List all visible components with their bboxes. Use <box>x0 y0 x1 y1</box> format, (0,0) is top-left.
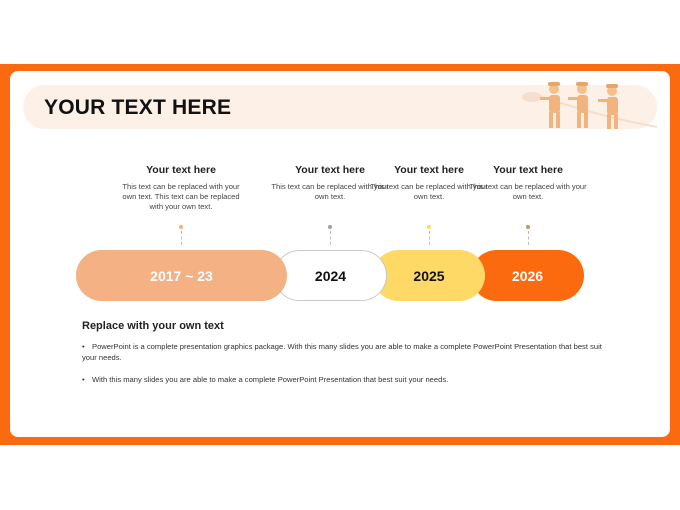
timeline-pill-2017-23 <box>76 250 287 301</box>
column-heading-3: Your text here <box>394 164 464 176</box>
connector-stem-4 <box>528 231 529 245</box>
bullet-item-2 <box>82 375 602 386</box>
bullet-text-1: PowerPoint is a complete presentation graphics package. With this many slides you are able to make a complete PowerPoint Presentation that best suit your needs. <box>82 342 602 362</box>
column-heading-2: Your text here <box>295 164 365 176</box>
connector-dot-4 <box>526 225 530 229</box>
timeline-pill-2024 <box>274 250 387 301</box>
connector-stem-2 <box>330 231 331 245</box>
connector-stem-3 <box>429 231 430 245</box>
bullet-text-2: With this many slides you are able to make a complete PowerPoint Presentation that best suit your needs. <box>92 375 449 384</box>
bullet-marker: • <box>82 342 85 351</box>
column-body-3: This text can be replaced with your own text. <box>370 182 488 201</box>
timeline-pill-2025 <box>373 250 485 301</box>
slide-frame <box>0 64 680 445</box>
bullet-marker: • <box>82 375 85 384</box>
column-body-4: This text can be replaced with your own text. <box>469 182 587 201</box>
column-body-1: This text can be replaced with your own text. This text can be replaced with your own text. <box>122 182 240 211</box>
timeline-label-2017-23: 2017 ~ 23 <box>150 267 213 284</box>
timeline-label-2025: 2025 <box>413 267 445 284</box>
connector-dot-1 <box>179 225 183 229</box>
firefighters-illustration-icon <box>522 71 662 141</box>
timeline-label-2024: 2024 <box>314 267 347 284</box>
column-heading-1: Your text here <box>146 164 216 176</box>
connector-dot-3 <box>427 225 431 229</box>
timeline-pill-2026 <box>471 250 584 301</box>
connector-dot-2 <box>328 225 332 229</box>
bullet-item-1 <box>82 342 602 363</box>
slide-content <box>10 71 670 437</box>
section-title: Replace with your own text <box>82 320 224 332</box>
column-heading-4: Your text here <box>493 164 563 176</box>
column-body-2: This text can be replaced with your own text. <box>271 182 389 201</box>
timeline-label-2026: 2026 <box>511 267 544 284</box>
slide-title: YOUR TEXT HERE <box>44 96 232 119</box>
connector-stem-1 <box>181 231 182 245</box>
